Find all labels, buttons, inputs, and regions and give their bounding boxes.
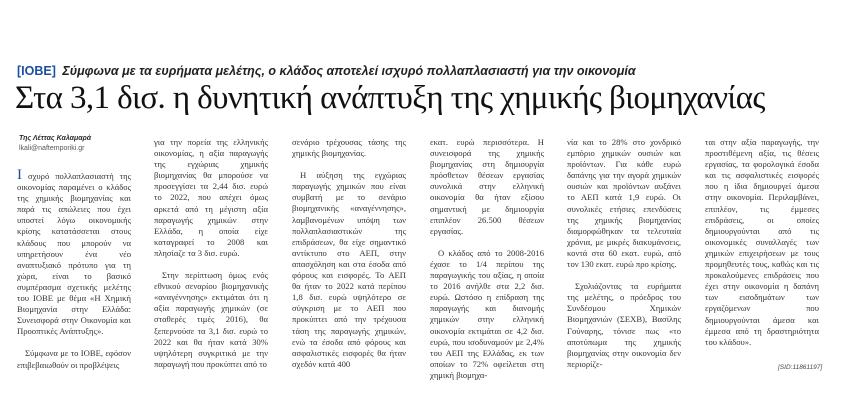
article-column-3 bbox=[292, 137, 406, 381]
column-5-paragraph-2: Σχολιάζοντας τα ευρήματα της μελέτης, ο πρόεδρος του Συνδέσμου Χημικών Βιομηχανιών (ΣΕΧΒ), Βασίλης Γούναρης, τόνισε πως «το αποτύπωμα της χημικής βιομηχανίας στην οικονομία δεν περιορίζε- bbox=[567, 281, 681, 369]
drop-cap: Ι bbox=[17, 167, 22, 183]
byline-email: lkali@naftemporiki.gr bbox=[19, 145, 85, 152]
article-column-4 bbox=[430, 137, 544, 392]
kicker-text: Σύμφωνα με τα ευρήματα μελέτης, ο κλάδος αποτελεί ισχυρό πολλαπλασιαστή για την οικονομία bbox=[62, 64, 636, 78]
column-1-paragraph-1: Ι σχυρό πολλαπλασιαστή της οικονομίας παραμένει ο κλάδος της χημικής βιομηχανίας και παρά τις απώλειες που έχει υποστεί λόγω οικονομικής κρίσης κατατάσσεται στους κλάδους που μπορούν να υπηρετήσουν ένα νέο αναπτυξιακό πρότυπο για τη χώρα, είναι το βασικό συμπέρασμα σχετικής μελέτης του ΙΟΒΕ με θέμα «Η Χημική Βιομηχανία στην Ελλάδα: Συνεισφορά στην Οικονομία και Προοπτικές Ανάπτυξης». bbox=[17, 167, 131, 337]
column-4-paragraph-2: Ο κλάδος από το 2008-2016 έχασε το 1/4 περίπου της παραγωγικής του αξίας, η οποία το 2016 ανήλθε στα 2,2 δισ. ευρώ. Ωστόσο η επίδραση της παραγωγής και διανομής χημικών στην ελληνική οικονομία εκτιμάται σε 4,2 δισ. ευρώ, που ισοδυναμούν με 2,4% του ΑΕΠ της Ελλάδας, εκ των οποίων το 72% οφείλεται στη χημική βιομηχα- bbox=[430, 247, 544, 380]
article-column-2 bbox=[154, 137, 268, 381]
column-4-paragraph-1: εκατ. ευρώ περισσότερα. Η συνεισφορά της χημικής βιομηχανίας στη δημιουργία πρόσθετων θέσεων εργασίας συνολικά στην ελληνική οικονομία θα ήταν εξίσου σημαντική με δημιουργία επιπλέον 26.500 θέσεων εργασίας. bbox=[430, 137, 544, 236]
article-column-5 bbox=[567, 137, 681, 381]
byline-author: Της Λέττας Καλαμαρά bbox=[19, 135, 92, 142]
column-2-paragraph-2: Στην περίπτωση όμως ενός εθνικού σεναρίου βιομηχανικής «αναγέννησης» εκτιμάται ότι η αξία παραγωγής χημικών (σε σταθερές τιμές 2016), θα ξεπερνούσε τα 3,1 δισ. ευρώ το 2022 και θα ήταν κατά 30% υψηλότερη συγκριτικά με την παραγωγή που προκύπτει από το bbox=[154, 270, 268, 369]
kicker-tag: [ΙΟΒΕ] bbox=[17, 64, 56, 78]
sid-code: [SID:11861197] bbox=[778, 364, 823, 371]
article-column-6 bbox=[705, 137, 819, 359]
column-3-paragraph-1: σενάριο τρέχουσας τάσης της χημικής βιομηχανίας. bbox=[292, 137, 406, 159]
article-column-1 bbox=[17, 167, 131, 382]
article-kicker bbox=[17, 64, 857, 78]
column-6-paragraph-1: ται στην αξία παραγωγής, την προστιθέμενη αξία, τις θέσεις εργασίας, τα φορολογικά έσοδα και τις ασφαλιστικές εισφορές που η ίδια δημιουργεί άμεσα στην οικονομία. Περιλαμβάνει, επιπλέον, τις έμμεσες επιδράσεις, οι οποίες δημιουργούνται από τις οικονομικές συναλλαγές των χημικών επιχειρήσεων με τους προμηθευτές τους, καθώς και τις προκαλούμενες επιδράσεις που έχει στην οικονομία η δαπάνη των εισοδημάτων των εργαζόμενων που δημιουργούνται άμεσα και έμμεσα από τη δραστηριότητα του κλάδου». bbox=[705, 137, 819, 347]
column-3-paragraph-2: Η αύξηση της εγχώριας παραγωγής χημικών που είναι συμβατή με το σενάριο βιομηχανικής «αναγέννησης», λαμβανομένων υπόψη των πολλαπλασιαστικών της επιδράσεων, θα είχε σημαντικό αντίκτυπο στο ΑΕΠ, στην απασχόληση και στα έσοδα από φόρους και εισφορές. Το ΑΕΠ θα ήταν το 2022 κατά περίπου 1,8 δισ. ευρώ υψηλότερο σε σύγκριση με το ΑΕΠ που προκύπτει από την τρέχουσα τάση της παραγωγής χημικών, ενώ τα έσοδα από φόρους και ασφαλιστικές εισφορές θα ήταν σχεδόν κατά 400 bbox=[292, 170, 406, 369]
column-1-paragraph-2: Σύμφωνα με το ΙΟΒΕ, εφόσον επιβεβαιωθούν οι προβλέψεις bbox=[17, 348, 131, 370]
byline bbox=[19, 134, 114, 154]
article-headline: Στα 3,1 δισ. η δυνητική ανάπτυξη της χημικής βιομηχανίας bbox=[15, 80, 765, 116]
column-2-paragraph-1: για την πορεία της ελληνικής οικονομίας, η αξία παραγωγής της εγχώριας χημικής βιομηχανίας θα μπορούσε να προσεγγίσει τα 2,44 δισ. ευρώ το 2022, που απέχει όμως αρκετά από τη μέγιστη αξία παραγωγής χημικών στην Ελλάδα, η οποία είχε καταγραφεί το 2008 και πλησίαζε τα 3 δισ. ευρώ. bbox=[154, 137, 268, 258]
column-5-paragraph-1: νία και το 28% στο χονδρικό εμπόριο χημικών ουσιών και προϊόντων. Για κάθε ευρώ δαπάνης για την αγορά χημικών ουσιών και προϊόντων αυξάνει το ΑΕΠ κατά 1,9 ευρώ. Οι συνολικές ετήσιες επενδύσεις της χημικής βιομηχανίας διαμορφώθηκαν τα τελευταία χρόνια, με μικρές διακυμάνσεις, κοντά στα 60 εκατ. ευρώ, από τον 130 εκατ. ευρώ προ κρίσης. bbox=[567, 137, 681, 270]
